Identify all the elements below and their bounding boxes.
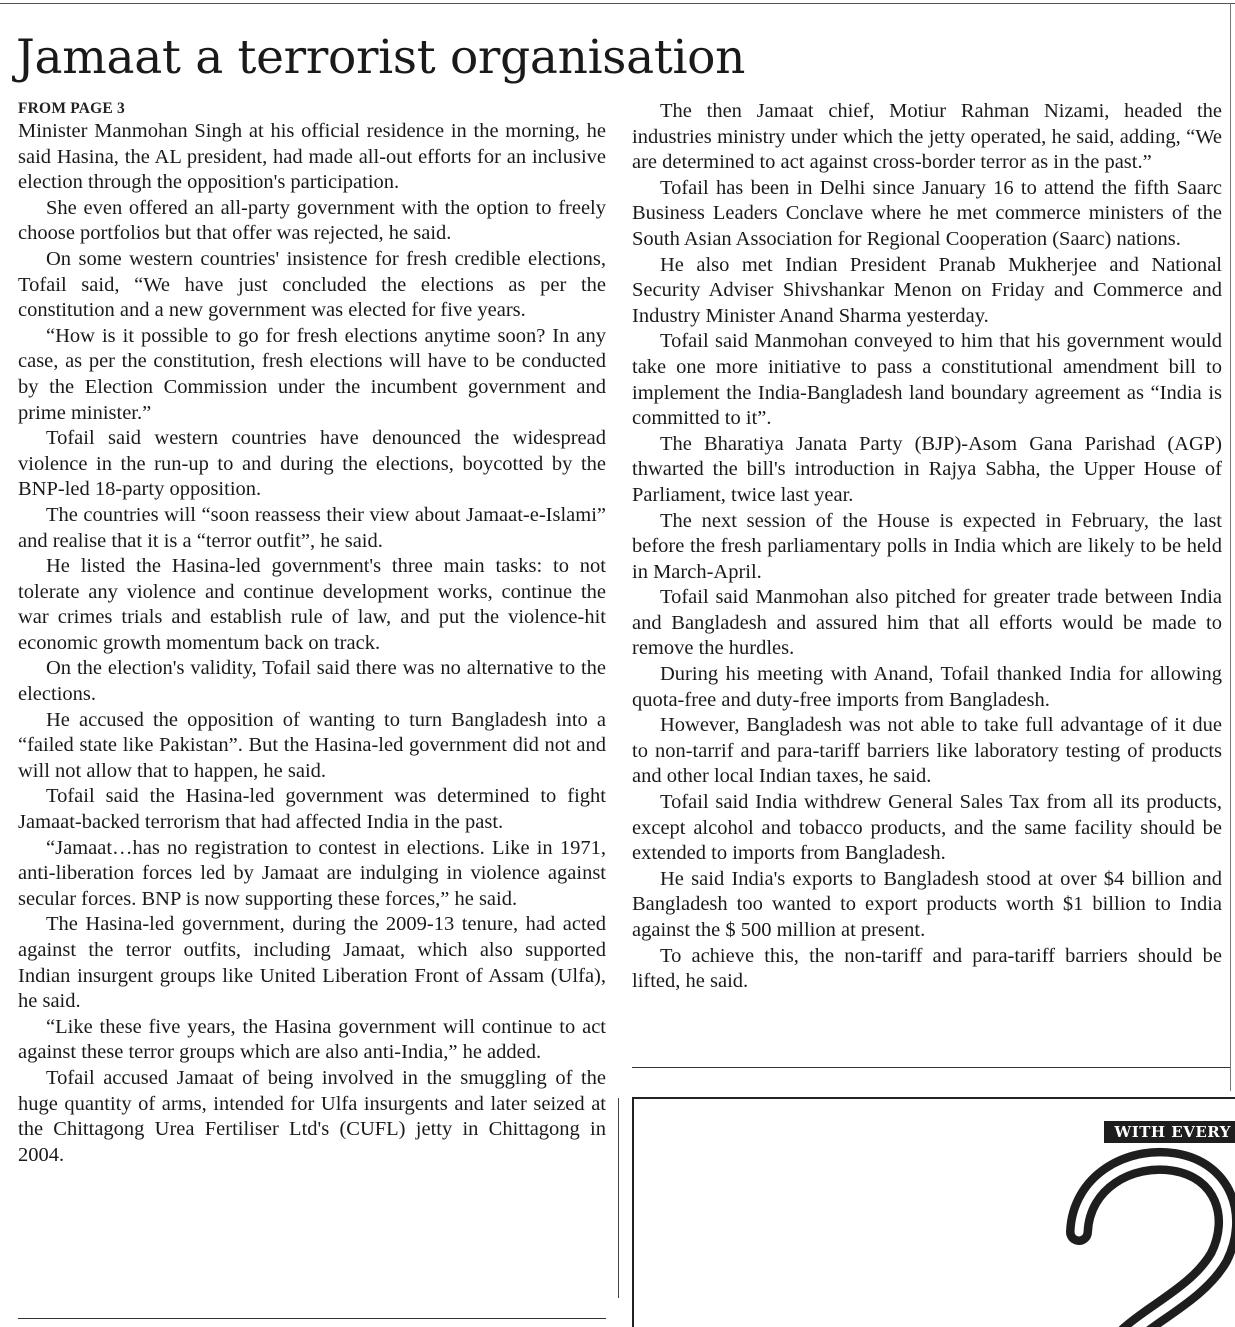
- right-edge-rule: [1230, 3, 1231, 1091]
- paragraph: Tofail has been in Delhi since January 16 to attend the fifth Saarc Business Leaders Conclave where he met commerce ministers of the South Asian Association for Regional Cooperation (Saarc) nations.: [632, 176, 1222, 250]
- paragraph: Tofail accused Jamaat of being involved in the smuggling of the huge quantity of arms, intended for Ulfa insurgents and later seized at the Chittagong Urea Fertiliser Ltd's (CUFL) jetty in Chittagong in 2004.: [18, 1066, 606, 1166]
- ad-label: WITH EVERY: [1104, 1121, 1235, 1143]
- paragraph: He accused the opposition of wanting to turn Bangladesh into a “failed state like Pakistan”. But the Hasina-led government did not and will not allow that to happen, he said.: [18, 708, 606, 782]
- paragraph: He said India's exports to Bangladesh stood at over $4 billion and Bangladesh too wanted to export products worth $1 billion to India against the $ 500 million at present.: [632, 867, 1222, 941]
- paragraph: During his meeting with Anand, Tofail thanked India for allowing quota-free and duty-free imports from Bangladesh.: [632, 663, 1222, 711]
- paragraph: On some western countries' insistence for fresh credible elections, Tofail said, “We have just concluded the elections as per the constitution and a new government was elected for five years.: [18, 247, 606, 322]
- article-right-column: [632, 99, 1222, 995]
- paragraph: The next session of the House is expected in February, the last before the fresh parliamentary polls in India which are likely to be held in March-April.: [632, 509, 1222, 583]
- paragraph: Minister Manmohan Singh at his official residence in the morning, he said Hasina, the AL president, had made all-out efforts for an inclusive election through the opposition's participation.: [18, 120, 606, 194]
- article-left-column: [18, 119, 606, 1168]
- paragraph: The Hasina-led government, during the 2009-13 tenure, had acted against the terror outfits, including Jamaat, which also supported Indian insurgent groups like United Liberation Front of Assam (Ulfa), he said.: [18, 913, 606, 1013]
- paragraph: He listed the Hasina-led government's three main tasks: to not tolerate any violence and continue development works, continue the war crimes trials and establish rule of law, and put the violence-hit economic growth momentum back on track.: [18, 555, 606, 654]
- paragraph: The then Jamaat chief, Motiur Rahman Nizami, headed the industries ministry under which the jetty operated, he said, adding, “We are determined to act against cross-border terror as in the past.”: [632, 100, 1222, 174]
- paragraph: She even offered an all-party government with the option to freely choose portfolios but that offer was rejected, he said.: [18, 196, 606, 245]
- paragraph: To achieve this, the non-tariff and para-tariff barriers should be lifted, he said.: [632, 944, 1222, 993]
- paragraph: On the election's validity, Tofail said there was no alternative to the elections.: [18, 657, 606, 706]
- paragraph: The countries will “soon reassess their view about Jamaat-e-Islami” and realise that it is a “terror outfit”, he said.: [18, 503, 606, 552]
- bottom-rule: [18, 1318, 606, 1319]
- headline: Jamaat a terrorist organisation: [16, 30, 746, 85]
- paragraph: “Jamaat…has no registration to contest in elections. Like in 1971, anti-liberation forces led by Jamaat are indulging in violence against secular forces. BNP is now supporting these forces,” he said.: [18, 836, 606, 910]
- paragraph: Tofail said western countries have denounced the widespread violence in the run-up to and during the elections, boycotted by the BNP-led 18-party opposition.: [18, 427, 606, 501]
- paragraph: “Like these five years, the Hasina government will continue to act against these terror groups which are also anti-India,” he added.: [18, 1015, 606, 1064]
- paragraph: “How is it possible to go for fresh elections anytime soon? In any case, as per the constitution, fresh elections will have to be conducted by the Election Commission under the incumbent government and prime minister.”: [18, 324, 606, 424]
- paragraph: He also met Indian President Pranab Mukherjee and National Security Adviser Shivshankar Menon on Friday and Commerce and Industry Minister Anand Sharma yesterday.: [632, 253, 1222, 327]
- column-divider: [618, 1098, 619, 1298]
- continued-from-label: FROM PAGE 3: [18, 100, 125, 117]
- ad-number-graphic: [1059, 1137, 1235, 1327]
- right-column-end-rule: [632, 1067, 1230, 1068]
- paragraph: However, Bangladesh was not able to take full advantage of it due to non-tarrif and para-tariff barriers like laboratory testing of products and other local Indian taxes, he said.: [632, 714, 1222, 788]
- paragraph: Tofail said the Hasina-led government was determined to fight Jamaat-backed terrorism that had affected India in the past.: [18, 785, 606, 834]
- top-rule: [0, 3, 1235, 4]
- advertisement[interactable]: [632, 1097, 1235, 1327]
- paragraph: The Bharatiya Janata Party (BJP)-Asom Gana Parishad (AGP) thwarted the bill's introduction in Rajya Sabha, the Upper House of Parliament, twice last year.: [632, 432, 1222, 506]
- paragraph: Tofail said Manmohan also pitched for greater trade between India and Bangladesh and assured him that all efforts would be made to remove the hurdles.: [632, 586, 1222, 660]
- paragraph: Tofail said Manmohan conveyed to him that his government would take one more initiative to pass a constitutional amendment bill to implement the India-Bangladesh land boundary agreement as “India is committed to it”.: [632, 330, 1222, 430]
- paragraph: Tofail said India withdrew General Sales Tax from all its products, except alcohol and tobacco products, and the same facility should be extended to imports from Bangladesh.: [632, 791, 1222, 865]
